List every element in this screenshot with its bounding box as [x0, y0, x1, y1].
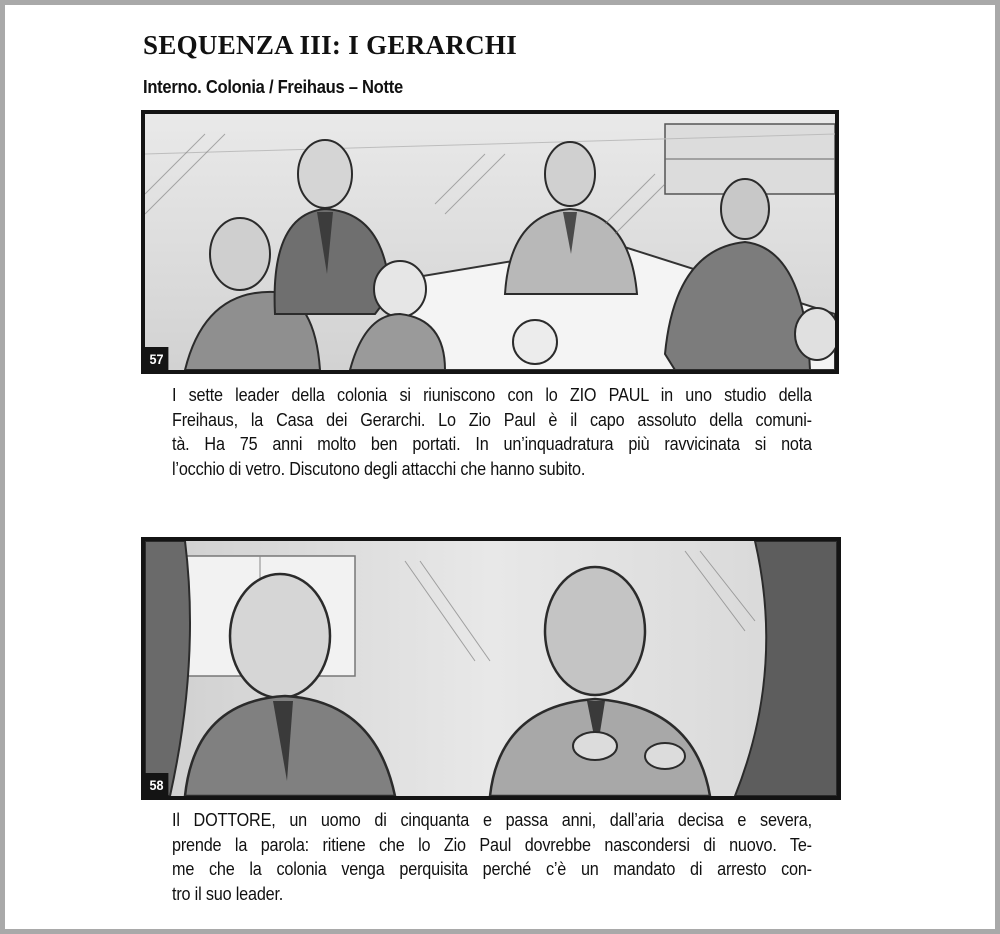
- panel-number: 58: [145, 773, 168, 796]
- caption-line: tro il suo leader.: [172, 883, 284, 904]
- storyboard-panel-57: [141, 110, 839, 374]
- storyboard-sketch-doctor: [145, 541, 837, 796]
- scene-heading: Interno. Colonia / Freihaus – Notte: [143, 77, 403, 97]
- panel-58-caption: [172, 808, 812, 906]
- caption-line: me che la colonia venga perquisita perché c’è un mandato di arresto con-: [172, 859, 812, 879]
- caption-line: prende la parola: ritiene che lo Zio Paul dovrebbe nascondersi di nuovo. Te-: [172, 834, 812, 855]
- caption-line: tà. Ha 75 anni molto ben portati. In un’inquadratura più ravvicinata si nota: [172, 434, 812, 454]
- caption-line: l’occhio di vetro. Discutono degli attacchi che hanno subito.: [172, 458, 586, 479]
- caption-line: Il DOTTORE, un uomo di cinquanta e passa anni, dall’aria decisa e severa,: [172, 810, 812, 830]
- storyboard-panel-58: [141, 537, 841, 800]
- caption-line: Freihaus, la Casa dei Gerarchi. Lo Zio Paul è il capo assoluto della comuni-: [172, 409, 812, 430]
- caption-line: I sette leader della colonia si riuniscono con lo ZIO PAUL in uno studio della: [172, 385, 812, 405]
- page-title: SEQUENZA III: I GERARCHI: [143, 30, 518, 60]
- storyboard-sketch-meeting: [145, 114, 835, 370]
- panel-number: 57: [145, 347, 168, 370]
- panel-57-caption: [172, 383, 812, 481]
